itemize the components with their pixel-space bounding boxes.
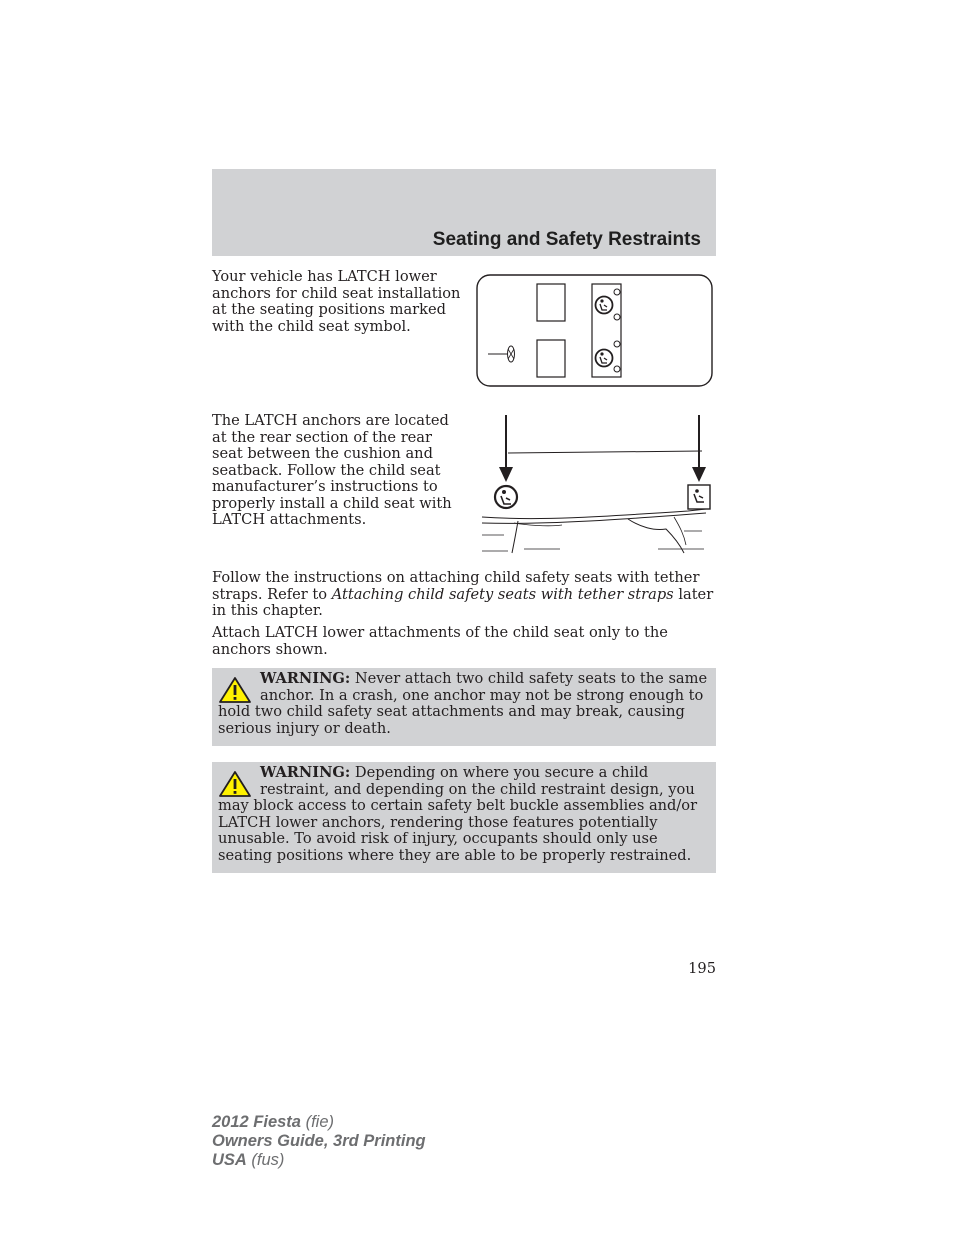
anchor-point-icon <box>614 366 620 372</box>
anchor-point-icon <box>614 289 620 295</box>
latch-anchor-diagram <box>478 413 714 557</box>
cross-reference-link: Attaching child safety seats with tether straps <box>331 585 674 603</box>
child-seat-icon <box>596 297 613 314</box>
warning-triangle-icon <box>218 676 252 704</box>
child-seat-icon <box>596 350 613 367</box>
anchor-point-icon <box>614 341 620 347</box>
footer-line-3: USA (fus) <box>212 1151 285 1169</box>
page-number: 195 <box>688 960 716 977</box>
warning-triangle-icon <box>218 770 252 798</box>
seat-cushion-outline <box>482 509 706 519</box>
document-footer <box>212 1113 426 1170</box>
warning-text-1: WARNING: Never attach two child safety seats to the same anchor. In a crash, one anchor may not be strong enough to hold two child safety seat attachments and may break, causing serious injury or death. <box>218 670 708 737</box>
tether-strap-paragraph: Follow the instructions on attaching child safety seats with tether straps. Refer to Attaching child safety seats with tether straps later in this chapter. <box>212 569 714 619</box>
latch-attach-paragraph: Attach LATCH lower attachments of the child seat only to the anchors shown. <box>212 624 668 658</box>
warning-box-2 <box>212 762 716 873</box>
section-title: Seating and Safety Restraints <box>432 229 701 250</box>
footer-line-1: 2012 Fiesta (fie) <box>212 1113 334 1131</box>
section-header-band <box>212 169 716 256</box>
arrow-head-right <box>692 467 706 482</box>
front-seat-left <box>537 340 565 377</box>
footer-line-2: Owners Guide, 3rd Printing <box>212 1132 426 1150</box>
seatback-edge <box>508 451 702 453</box>
latch-intro-paragraph: Your vehicle has LATCH lower anchors for child seat installation at the seating positions marked with the child seat symbol. <box>212 268 461 335</box>
latch-location-paragraph: The LATCH anchors are located at the rear section of the rear seat between the cushion and seatback. Follow the child seat manufacturer’s instructions to properly install a child seat with LATCH attachments. <box>212 412 452 528</box>
warning-box-1 <box>212 668 716 746</box>
arrow-head-left <box>499 467 513 482</box>
front-seat-right <box>537 284 565 321</box>
warning-text-2: WARNING: Depending on where you secure a child restraint, and depending on the child restraint design, you may block access to certain safety belt buckle assemblies and/or LATCH lower anchors, rendering those features potentially unusable. To avoid risk of injury, occupants should only use seating positions where they are able to be properly restrained. <box>218 764 698 864</box>
anchor-point-icon <box>614 314 620 320</box>
vehicle-seating-diagram <box>476 274 714 388</box>
child-seat-icon <box>495 486 517 508</box>
child-seat-icon <box>688 485 710 509</box>
